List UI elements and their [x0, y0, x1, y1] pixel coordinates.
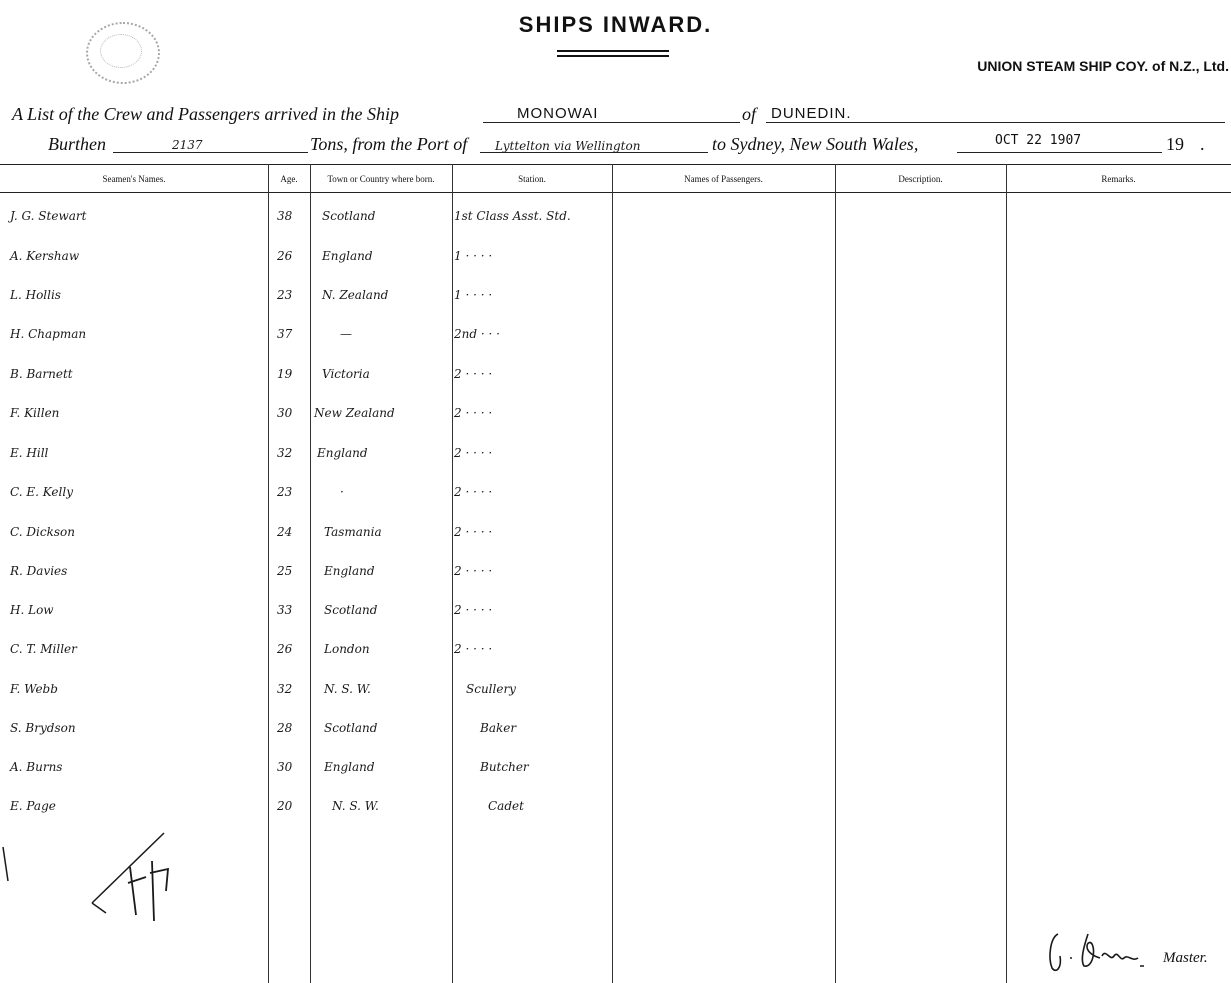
port-stamp-inner-ring: [100, 34, 142, 68]
seaman-birthplace: Scotland: [324, 603, 378, 617]
burthen-line: [113, 152, 308, 153]
seaman-age: 37: [277, 327, 293, 341]
seaman-name: F. Killen: [10, 406, 60, 420]
column-divider-description: [835, 164, 836, 983]
seaman-name: H. Chapman: [10, 327, 87, 341]
seaman-station: Butcher: [480, 760, 529, 774]
of-label: of: [742, 104, 757, 124]
tons-from-port-label: Tons, from the Port of: [310, 134, 468, 154]
seaman-age: 26: [277, 642, 293, 656]
seaman-name: C. Dickson: [10, 525, 75, 539]
seaman-name: B. Barnett: [10, 367, 73, 381]
margin-stroke: [0, 845, 12, 885]
home-port-line: [766, 122, 1225, 123]
seaman-station: 2 · · · ·: [454, 406, 493, 420]
seaman-birthplace: N. S. W.: [324, 682, 371, 696]
seaman-station: Scullery: [466, 682, 516, 696]
seaman-name: S. Brydson: [10, 721, 76, 735]
company-name: UNION STEAM SHIP COY. of N.Z., Ltd.: [977, 58, 1229, 74]
seaman-birthplace: Scotland: [322, 209, 376, 223]
seaman-birthplace: London: [324, 642, 370, 656]
seaman-name: J. G. Stewart: [10, 209, 87, 223]
ship-name: MONOWAI: [517, 105, 599, 122]
table-top-rule: [0, 164, 1231, 165]
seaman-station: 1 · · · ·: [454, 249, 493, 263]
from-port: Lyttelton via Wellington: [495, 139, 641, 153]
seaman-station: 2 · · · ·: [454, 446, 493, 460]
seaman-birthplace: N. Zealand: [322, 288, 389, 302]
burthen-value: 2137: [172, 138, 203, 152]
seaman-name: H. Low: [10, 603, 54, 617]
seaman-birthplace: England: [322, 249, 373, 263]
seaman-birthplace: Victoria: [322, 367, 370, 381]
seaman-station: 2 · · · ·: [454, 485, 493, 499]
seaman-name: F. Webb: [10, 682, 58, 696]
seaman-birthplace: Tasmania: [324, 525, 382, 539]
seaman-station: 2 · · · ·: [454, 525, 493, 539]
year-trailing-mark: .: [1200, 134, 1205, 154]
seaman-name: A. Burns: [10, 760, 63, 774]
seaman-birthplace: ·: [340, 485, 344, 499]
seaman-name: R. Davies: [10, 564, 68, 578]
seaman-age: 23: [277, 288, 293, 302]
seaman-age: 38: [277, 209, 293, 223]
seaman-name: C. E. Kelly: [10, 485, 73, 499]
seaman-birthplace: N. S. W.: [332, 799, 379, 813]
column-header-station: Station.: [518, 174, 546, 184]
seaman-age: 28: [277, 721, 293, 735]
seaman-station: 1st Class Asst. Std.: [454, 209, 571, 223]
seaman-birthplace: Scotland: [324, 721, 378, 735]
seaman-age: 32: [277, 446, 293, 460]
closing-initials-mark: [80, 825, 200, 935]
seaman-name: A. Kershaw: [10, 249, 80, 263]
table-header-rule: [0, 192, 1231, 193]
seaman-age: 23: [277, 485, 293, 499]
ship-name-line: [483, 122, 740, 123]
seaman-age: 30: [277, 760, 293, 774]
seaman-birthplace: —: [340, 327, 352, 341]
seaman-station: 1 · · · ·: [454, 288, 493, 302]
seaman-station: 2nd · · ·: [454, 327, 500, 341]
seaman-age: 30: [277, 406, 293, 420]
seaman-birthplace: England: [324, 760, 375, 774]
master-label: Master.: [1163, 950, 1208, 966]
seaman-name: L. Hollis: [10, 288, 61, 302]
column-header-age: Age.: [280, 174, 298, 184]
seaman-age: 32: [277, 682, 293, 696]
column-divider-station: [452, 164, 453, 983]
list-intro-text: A List of the Crew and Passengers arrived in the Ship: [12, 104, 399, 124]
date-line: [957, 152, 1162, 153]
title-underline-2: [557, 55, 669, 57]
to-sydney-label: to Sydney, New South Wales,: [712, 134, 919, 154]
seaman-birthplace: England: [324, 564, 375, 578]
master-signature: [1040, 928, 1152, 976]
seaman-age: 26: [277, 249, 293, 263]
seaman-age: 33: [277, 603, 293, 617]
column-divider-born: [310, 164, 311, 983]
column-header-born: Town or Country where born.: [327, 174, 435, 184]
seaman-name: E. Hill: [10, 446, 49, 460]
seaman-station: 2 · · · ·: [454, 642, 493, 656]
column-header-passengers: Names of Passengers.: [684, 174, 763, 184]
seaman-station: Cadet: [488, 799, 524, 813]
seaman-name: C. T. Miller: [10, 642, 77, 656]
seaman-station: 2 · · · ·: [454, 367, 493, 381]
seaman-name: E. Page: [10, 799, 56, 813]
seaman-age: 20: [277, 799, 293, 813]
seaman-birthplace: England: [317, 446, 368, 460]
seaman-station: 2 · · · ·: [454, 564, 493, 578]
seaman-station: Baker: [480, 721, 517, 735]
year-prefix: 19: [1166, 134, 1184, 154]
column-header-remarks: Remarks.: [1101, 174, 1136, 184]
seaman-age: 19: [277, 367, 293, 381]
column-header-seamens-names: Seamen's Names.: [102, 174, 166, 184]
document-title: SHIPS INWARD.: [518, 12, 713, 37]
arrival-date-stamp: OCT 22 1907: [995, 133, 1082, 148]
column-header-description: Description.: [898, 174, 943, 184]
column-divider-passengers: [612, 164, 613, 983]
seaman-birthplace: New Zealand: [314, 406, 395, 420]
home-port: DUNEDIN.: [771, 105, 852, 122]
burthen-label: Burthen: [48, 134, 106, 154]
seaman-age: 25: [277, 564, 293, 578]
seaman-station: 2 · · · ·: [454, 603, 493, 617]
column-divider-age: [268, 164, 269, 983]
seaman-age: 24: [277, 525, 293, 539]
title-underline-1: [557, 50, 669, 52]
column-divider-remarks: [1006, 164, 1007, 983]
